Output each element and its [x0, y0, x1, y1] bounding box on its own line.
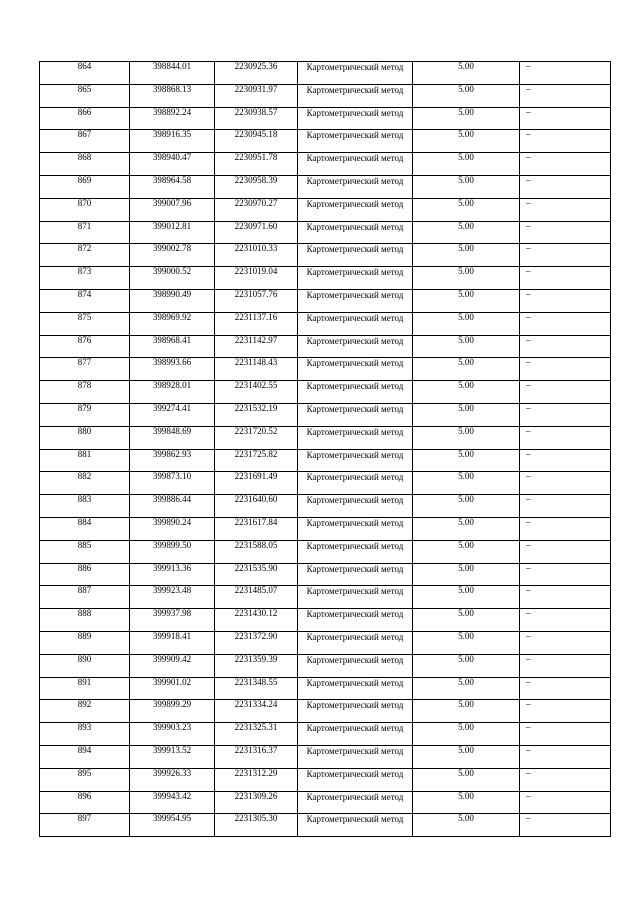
y-coordinate-cell: 2231725.82	[215, 449, 298, 472]
y-coordinate-cell: 2230931.97	[215, 84, 298, 107]
note-cell: –	[520, 449, 611, 472]
point-number-cell: 892	[40, 700, 130, 723]
table-row	[40, 312, 611, 335]
point-number-cell: 866	[40, 107, 130, 130]
y-coordinate-cell: 2231348.55	[215, 677, 298, 700]
point-number-cell: 877	[40, 358, 130, 381]
note-cell: –	[520, 563, 611, 586]
x-coordinate-cell: 399913.52	[130, 745, 215, 768]
x-coordinate-cell: 399937.98	[130, 609, 215, 632]
precision-cell: 5.00	[413, 586, 520, 609]
precision-cell: 5.00	[413, 791, 520, 814]
y-coordinate-cell: 2231309.26	[215, 791, 298, 814]
note-cell: –	[520, 768, 611, 791]
method-cell: Картометрический метод	[298, 700, 413, 723]
precision-cell: 5.00	[413, 221, 520, 244]
y-coordinate-cell: 2230925.36	[215, 62, 298, 85]
method-cell: Картометрический метод	[298, 84, 413, 107]
note-cell: –	[520, 517, 611, 540]
x-coordinate-cell: 398968.41	[130, 335, 215, 358]
y-coordinate-cell: 2230945.18	[215, 130, 298, 153]
table-row	[40, 586, 611, 609]
note-cell: –	[520, 426, 611, 449]
method-cell: Картометрический метод	[298, 335, 413, 358]
precision-cell: 5.00	[413, 130, 520, 153]
method-cell: Картометрический метод	[298, 631, 413, 654]
note-cell: –	[520, 472, 611, 495]
point-number-cell: 872	[40, 244, 130, 267]
method-cell: Картометрический метод	[298, 723, 413, 746]
note-cell: –	[520, 130, 611, 153]
x-coordinate-cell: 399000.52	[130, 267, 215, 290]
point-number-cell: 874	[40, 289, 130, 312]
table-row	[40, 175, 611, 198]
x-coordinate-cell: 398969.92	[130, 312, 215, 335]
x-coordinate-cell: 399862.93	[130, 449, 215, 472]
table-row	[40, 153, 611, 176]
y-coordinate-cell: 2231532.19	[215, 403, 298, 426]
precision-cell: 5.00	[413, 677, 520, 700]
precision-cell: 5.00	[413, 289, 520, 312]
method-cell: Картометрический метод	[298, 130, 413, 153]
point-number-cell: 879	[40, 403, 130, 426]
note-cell: –	[520, 381, 611, 404]
x-coordinate-cell: 398868.13	[130, 84, 215, 107]
y-coordinate-cell: 2230951.78	[215, 153, 298, 176]
x-coordinate-cell: 399926.33	[130, 768, 215, 791]
method-cell: Картометрический метод	[298, 153, 413, 176]
y-coordinate-cell: 2231010.33	[215, 244, 298, 267]
method-cell: Картометрический метод	[298, 495, 413, 518]
method-cell: Картометрический метод	[298, 677, 413, 700]
x-coordinate-cell: 399899.29	[130, 700, 215, 723]
note-cell: –	[520, 335, 611, 358]
table-row	[40, 495, 611, 518]
table-row	[40, 563, 611, 586]
y-coordinate-cell: 2230958.39	[215, 175, 298, 198]
table-row	[40, 609, 611, 632]
x-coordinate-cell: 398964.58	[130, 175, 215, 198]
method-cell: Картометрический метод	[298, 244, 413, 267]
method-cell: Картометрический метод	[298, 312, 413, 335]
precision-cell: 5.00	[413, 153, 520, 176]
method-cell: Картометрический метод	[298, 289, 413, 312]
table-row	[40, 631, 611, 654]
table-row	[40, 62, 611, 85]
table-row	[40, 517, 611, 540]
precision-cell: 5.00	[413, 312, 520, 335]
note-cell: –	[520, 609, 611, 632]
method-cell: Картометрический метод	[298, 107, 413, 130]
precision-cell: 5.00	[413, 700, 520, 723]
note-cell: –	[520, 289, 611, 312]
table-row	[40, 723, 611, 746]
precision-cell: 5.00	[413, 654, 520, 677]
y-coordinate-cell: 2231402.55	[215, 381, 298, 404]
note-cell: –	[520, 814, 611, 837]
table-row	[40, 791, 611, 814]
note-cell: –	[520, 107, 611, 130]
method-cell: Картометрический метод	[298, 426, 413, 449]
point-number-cell: 891	[40, 677, 130, 700]
note-cell: –	[520, 723, 611, 746]
method-cell: Картометрический метод	[298, 654, 413, 677]
x-coordinate-cell: 399007.96	[130, 198, 215, 221]
y-coordinate-cell: 2231137.16	[215, 312, 298, 335]
table-row	[40, 654, 611, 677]
note-cell: –	[520, 495, 611, 518]
method-cell: Картометрический метод	[298, 267, 413, 290]
note-cell: –	[520, 540, 611, 563]
y-coordinate-cell: 2231148.43	[215, 358, 298, 381]
method-cell: Картометрический метод	[298, 62, 413, 85]
precision-cell: 5.00	[413, 723, 520, 746]
table-row	[40, 244, 611, 267]
x-coordinate-cell: 398892.24	[130, 107, 215, 130]
note-cell: –	[520, 586, 611, 609]
point-number-cell: 893	[40, 723, 130, 746]
precision-cell: 5.00	[413, 426, 520, 449]
point-number-cell: 885	[40, 540, 130, 563]
note-cell: –	[520, 631, 611, 654]
point-number-cell: 871	[40, 221, 130, 244]
note-cell: –	[520, 654, 611, 677]
precision-cell: 5.00	[413, 381, 520, 404]
precision-cell: 5.00	[413, 631, 520, 654]
x-coordinate-cell: 398993.66	[130, 358, 215, 381]
table-row	[40, 335, 611, 358]
precision-cell: 5.00	[413, 814, 520, 837]
method-cell: Картометрический метод	[298, 358, 413, 381]
x-coordinate-cell: 399873.10	[130, 472, 215, 495]
table-row	[40, 267, 611, 290]
table-row	[40, 472, 611, 495]
table-row	[40, 403, 611, 426]
x-coordinate-cell: 398940.47	[130, 153, 215, 176]
y-coordinate-cell: 2231640.60	[215, 495, 298, 518]
precision-cell: 5.00	[413, 84, 520, 107]
y-coordinate-cell: 2231588.05	[215, 540, 298, 563]
y-coordinate-cell: 2231720.52	[215, 426, 298, 449]
table-row	[40, 107, 611, 130]
method-cell: Картометрический метод	[298, 381, 413, 404]
method-cell: Картометрический метод	[298, 472, 413, 495]
point-number-cell: 868	[40, 153, 130, 176]
y-coordinate-cell: 2230971.60	[215, 221, 298, 244]
note-cell: –	[520, 312, 611, 335]
precision-cell: 5.00	[413, 335, 520, 358]
table-row	[40, 677, 611, 700]
table-row	[40, 449, 611, 472]
note-cell: –	[520, 175, 611, 198]
point-number-cell: 896	[40, 791, 130, 814]
point-number-cell: 875	[40, 312, 130, 335]
y-coordinate-cell: 2231617.84	[215, 517, 298, 540]
y-coordinate-cell: 2230938.57	[215, 107, 298, 130]
precision-cell: 5.00	[413, 495, 520, 518]
precision-cell: 5.00	[413, 540, 520, 563]
method-cell: Картометрический метод	[298, 563, 413, 586]
point-number-cell: 867	[40, 130, 130, 153]
precision-cell: 5.00	[413, 267, 520, 290]
y-coordinate-cell: 2231359.39	[215, 654, 298, 677]
point-number-cell: 869	[40, 175, 130, 198]
x-coordinate-cell: 399901.02	[130, 677, 215, 700]
note-cell: –	[520, 62, 611, 85]
y-coordinate-cell: 2231430.12	[215, 609, 298, 632]
note-cell: –	[520, 677, 611, 700]
precision-cell: 5.00	[413, 107, 520, 130]
table-row	[40, 289, 611, 312]
point-number-cell: 887	[40, 586, 130, 609]
coordinates-table	[39, 61, 611, 837]
method-cell: Картометрический метод	[298, 198, 413, 221]
y-coordinate-cell: 2231334.24	[215, 700, 298, 723]
precision-cell: 5.00	[413, 449, 520, 472]
precision-cell: 5.00	[413, 517, 520, 540]
document-page	[39, 61, 610, 837]
note-cell: –	[520, 791, 611, 814]
note-cell: –	[520, 403, 611, 426]
method-cell: Картометрический метод	[298, 768, 413, 791]
note-cell: –	[520, 84, 611, 107]
table-row	[40, 381, 611, 404]
x-coordinate-cell: 398844.01	[130, 62, 215, 85]
x-coordinate-cell: 399943.42	[130, 791, 215, 814]
method-cell: Картометрический метод	[298, 814, 413, 837]
note-cell: –	[520, 700, 611, 723]
method-cell: Картометрический метод	[298, 403, 413, 426]
x-coordinate-cell: 399002.78	[130, 244, 215, 267]
point-number-cell: 876	[40, 335, 130, 358]
precision-cell: 5.00	[413, 62, 520, 85]
x-coordinate-cell: 399848.69	[130, 426, 215, 449]
method-cell: Картометрический метод	[298, 540, 413, 563]
y-coordinate-cell: 2231485.07	[215, 586, 298, 609]
table-row	[40, 540, 611, 563]
precision-cell: 5.00	[413, 563, 520, 586]
precision-cell: 5.00	[413, 244, 520, 267]
precision-cell: 5.00	[413, 745, 520, 768]
note-cell: –	[520, 153, 611, 176]
y-coordinate-cell: 2231316.37	[215, 745, 298, 768]
table-row	[40, 221, 611, 244]
precision-cell: 5.00	[413, 198, 520, 221]
x-coordinate-cell: 399899.50	[130, 540, 215, 563]
method-cell: Картометрический метод	[298, 221, 413, 244]
precision-cell: 5.00	[413, 403, 520, 426]
x-coordinate-cell: 398928.01	[130, 381, 215, 404]
note-cell: –	[520, 358, 611, 381]
y-coordinate-cell: 2231019.04	[215, 267, 298, 290]
precision-cell: 5.00	[413, 609, 520, 632]
point-number-cell: 886	[40, 563, 130, 586]
method-cell: Картометрический метод	[298, 175, 413, 198]
x-coordinate-cell: 399903.23	[130, 723, 215, 746]
y-coordinate-cell: 2230970.27	[215, 198, 298, 221]
point-number-cell: 864	[40, 62, 130, 85]
x-coordinate-cell: 399913.36	[130, 563, 215, 586]
table-row	[40, 84, 611, 107]
table-row	[40, 358, 611, 381]
x-coordinate-cell: 399909.42	[130, 654, 215, 677]
table-row	[40, 745, 611, 768]
point-number-cell: 894	[40, 745, 130, 768]
table-row	[40, 768, 611, 791]
x-coordinate-cell: 398990.49	[130, 289, 215, 312]
point-number-cell: 883	[40, 495, 130, 518]
point-number-cell: 870	[40, 198, 130, 221]
y-coordinate-cell: 2231372.90	[215, 631, 298, 654]
point-number-cell: 881	[40, 449, 130, 472]
x-coordinate-cell: 399890.24	[130, 517, 215, 540]
note-cell: –	[520, 244, 611, 267]
note-cell: –	[520, 221, 611, 244]
point-number-cell: 889	[40, 631, 130, 654]
point-number-cell: 880	[40, 426, 130, 449]
x-coordinate-cell: 399012.81	[130, 221, 215, 244]
y-coordinate-cell: 2231325.31	[215, 723, 298, 746]
precision-cell: 5.00	[413, 472, 520, 495]
note-cell: –	[520, 267, 611, 290]
point-number-cell: 888	[40, 609, 130, 632]
table-row	[40, 130, 611, 153]
table-row	[40, 814, 611, 837]
y-coordinate-cell: 2231691.49	[215, 472, 298, 495]
table-row	[40, 700, 611, 723]
point-number-cell: 882	[40, 472, 130, 495]
x-coordinate-cell: 399918.41	[130, 631, 215, 654]
y-coordinate-cell: 2231312.29	[215, 768, 298, 791]
x-coordinate-cell: 399274.41	[130, 403, 215, 426]
method-cell: Картометрический метод	[298, 745, 413, 768]
method-cell: Картометрический метод	[298, 517, 413, 540]
point-number-cell: 884	[40, 517, 130, 540]
point-number-cell: 873	[40, 267, 130, 290]
coordinates-table-body	[40, 62, 611, 837]
note-cell: –	[520, 198, 611, 221]
precision-cell: 5.00	[413, 175, 520, 198]
point-number-cell: 895	[40, 768, 130, 791]
y-coordinate-cell: 2231535.90	[215, 563, 298, 586]
y-coordinate-cell: 2231142.97	[215, 335, 298, 358]
x-coordinate-cell: 399886.44	[130, 495, 215, 518]
x-coordinate-cell: 398916.35	[130, 130, 215, 153]
point-number-cell: 897	[40, 814, 130, 837]
point-number-cell: 878	[40, 381, 130, 404]
y-coordinate-cell: 2231057.76	[215, 289, 298, 312]
point-number-cell: 865	[40, 84, 130, 107]
table-row	[40, 426, 611, 449]
method-cell: Картометрический метод	[298, 449, 413, 472]
point-number-cell: 890	[40, 654, 130, 677]
x-coordinate-cell: 399954.95	[130, 814, 215, 837]
precision-cell: 5.00	[413, 358, 520, 381]
precision-cell: 5.00	[413, 768, 520, 791]
y-coordinate-cell: 2231305.30	[215, 814, 298, 837]
method-cell: Картометрический метод	[298, 586, 413, 609]
x-coordinate-cell: 399923.48	[130, 586, 215, 609]
method-cell: Картометрический метод	[298, 791, 413, 814]
method-cell: Картометрический метод	[298, 609, 413, 632]
table-row	[40, 198, 611, 221]
note-cell: –	[520, 745, 611, 768]
